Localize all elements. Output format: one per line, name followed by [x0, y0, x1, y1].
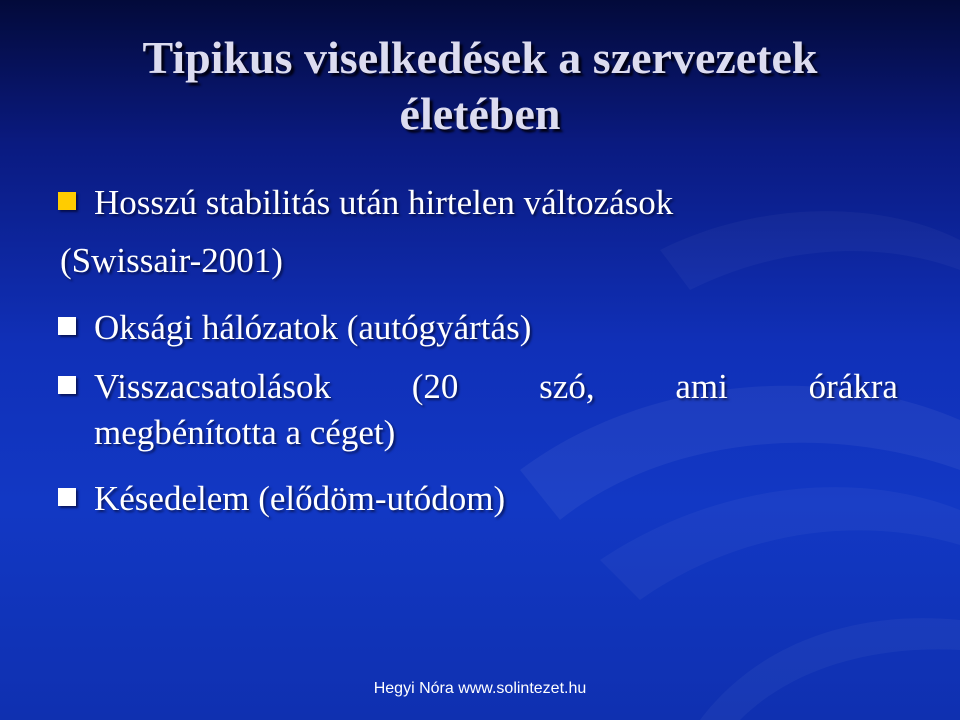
bullet-text-stability: Hosszú stabilitás után hirtelen változások: [94, 183, 674, 222]
slide-title: [40, 30, 920, 142]
slide-title-line-1: Tipikus viselkedések a szervezetek: [142, 32, 818, 83]
slide-title-line-2: életében: [399, 88, 561, 139]
bullet-text-feedback: [94, 364, 898, 456]
bullet-text-causal-networks: Oksági hálózatok (autógyártás): [94, 308, 532, 347]
feedback-word: (20: [411, 367, 459, 406]
feedback-word: Visszacsatolások: [94, 367, 332, 406]
bullet-square-icon: [58, 317, 76, 335]
feedback-line-1: [94, 364, 898, 410]
feedback-word: szó,: [539, 367, 595, 406]
bullet-square-icon: [58, 488, 76, 506]
text-swissair-example: (Swissair-2001): [60, 241, 283, 280]
bullet-square-icon: [58, 192, 76, 210]
slide-footer: Hegyi Nóra www.solintezet.hu: [373, 680, 587, 697]
feedback-word: ami: [675, 367, 728, 406]
feedback-line-2: megbénította a céget): [94, 413, 396, 452]
feedback-word: órákra: [808, 367, 898, 406]
bullet-square-icon: [58, 376, 76, 394]
bullet-text-delay: Késedelem (elődöm-utódom): [94, 479, 506, 518]
